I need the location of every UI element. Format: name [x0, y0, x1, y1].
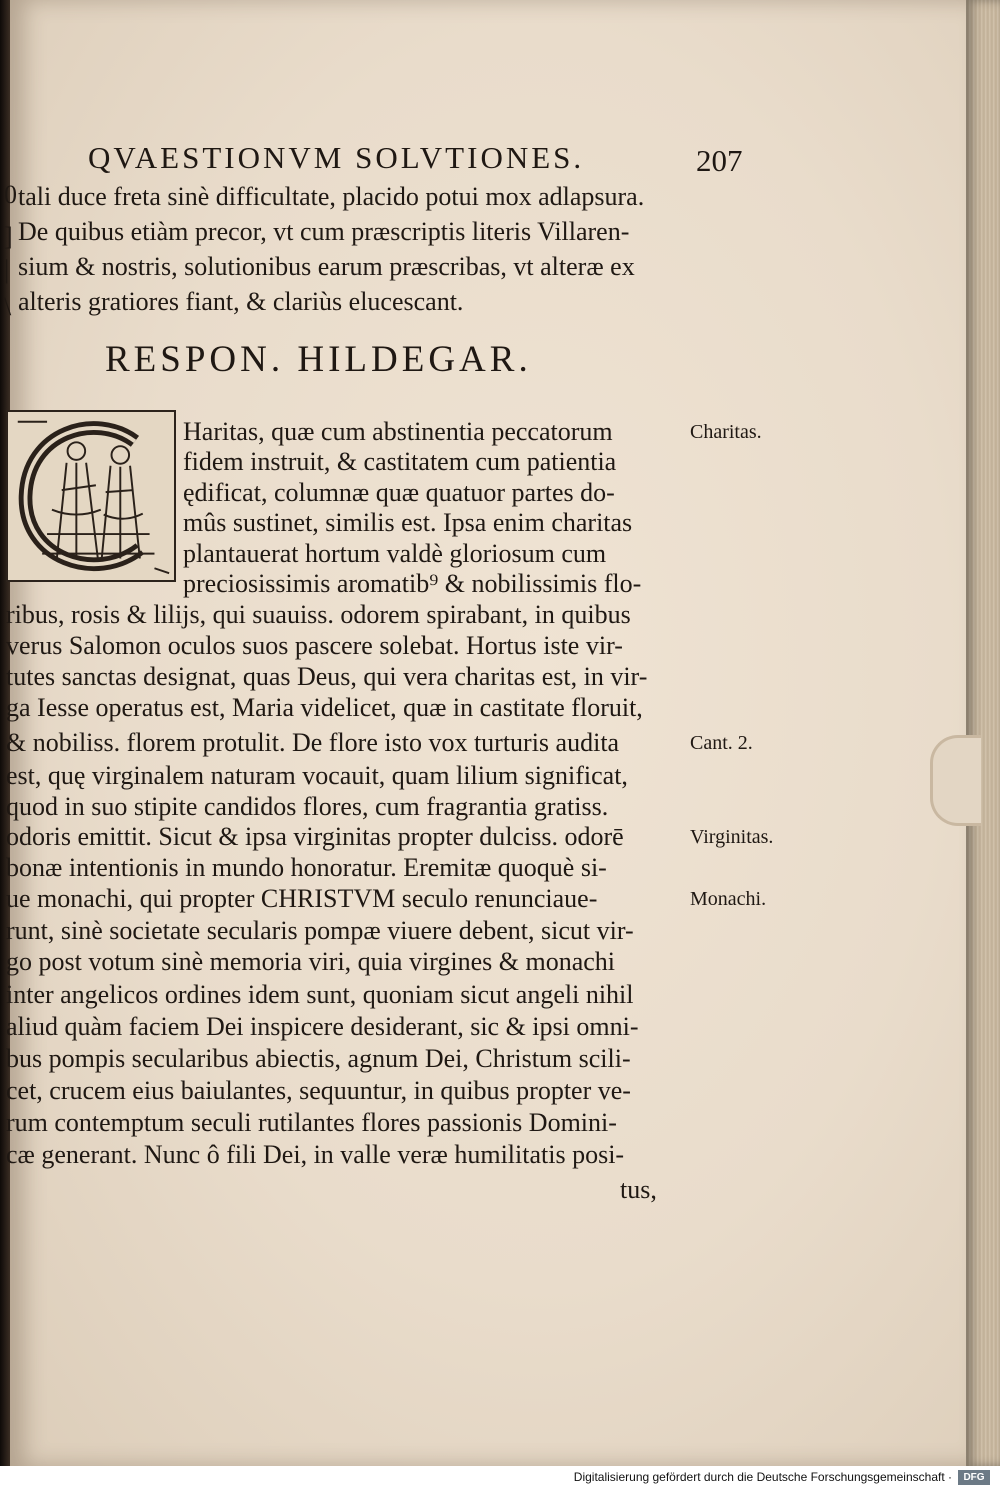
body-line: runt, sinè societate secularis pompæ viuere debent, sicut vir-	[6, 916, 634, 945]
margin-note: Monachi.	[690, 888, 767, 910]
initial-line: ędificat, columnæ quæ quatuor partes do-	[183, 478, 615, 507]
section-heading: RESPON. HILDEGAR.	[105, 339, 532, 380]
body-line: ribus, rosis & lilijs, qui suauiss. odorem spirabant, in quibus	[6, 600, 631, 629]
body-line: bus pompis secularibus abiectis, agnum Dei, Christum scili-	[6, 1044, 631, 1073]
initial-line: Haritas, quæ cum abstinentia peccatorum	[183, 417, 613, 446]
body-line: bonæ intentionis in mundo honoratur. Eremitæ quoquè si-	[6, 853, 607, 882]
catchword: tus,	[620, 1175, 657, 1204]
edge-fragment: |	[4, 255, 10, 284]
body-line: cæ generant. Nunc ô fili Dei, in valle veræ humilitatis posi-	[6, 1140, 625, 1169]
margin-note: Cant. 2.	[690, 732, 753, 754]
edge-fragment: \	[4, 292, 12, 321]
dfg-logo: DFG	[958, 1470, 990, 1485]
initial-line: plantauerat hortum valdè gloriosum cum	[183, 539, 607, 568]
body-line: ga Iesse operatus est, Maria videlicet, quæ in castitate floruit,	[6, 693, 643, 722]
initial-line: preciosissimis aromatib⁹ & nobilissimis flo-	[183, 569, 642, 598]
body-line: est, quę virginalem naturam vocauit, quam lilium significat,	[6, 761, 628, 790]
body-line: cet, crucem eius baiulantes, sequuntur, in quibus propter ve-	[6, 1076, 631, 1105]
body-line: rum contemptum seculi rutilantes flores passionis Domini-	[6, 1108, 617, 1137]
running-head: QVAESTIONVM SOLVTIONES.	[88, 140, 585, 175]
footer-bar	[0, 1466, 1000, 1490]
margin-note: Charitas.	[690, 421, 762, 443]
body-line: quod in suo stipite candidos flores, cum fragrantia gratiss.	[6, 792, 609, 821]
body-line: & nobiliss. florem protulit. De flore isto vox turturis audita	[6, 728, 620, 757]
margin-note: Virginitas.	[690, 826, 774, 848]
page-number: 207	[696, 143, 743, 178]
body-line: ue monachi, qui propter CHRISTVM seculo renunciaue-	[6, 884, 598, 913]
page-tab-marker	[930, 735, 981, 826]
body-line: go post votum sinè memoria viri, quia virgines & monachi	[6, 947, 615, 976]
woodcut-illustration	[8, 412, 174, 580]
funding-credit: Digitalisierung gefördert durch die Deutsche Forschungsgemeinschaft ·	[573, 1470, 952, 1484]
body-line: odoris emittit. Sicut & ipsa virginitas propter dulciss. odorē	[6, 822, 624, 851]
edge-fragment: 0	[4, 180, 17, 209]
body-line: tutes sanctas designat, quas Deus, qui vera charitas est, in vir-	[6, 662, 648, 691]
body-line: inter angelicos ordines idem sunt, quoniam sicut angeli nihil	[6, 980, 634, 1009]
intro-line: tali duce freta sinè difficultate, placido potui mox adlapsura.	[18, 182, 645, 211]
initial-line: fidem instruit, & castitatem cum patientia	[183, 447, 617, 476]
intro-line: De quibus etiàm precor, vt cum præscriptis literis Villaren-	[18, 217, 630, 246]
edge-fragment: ]	[4, 222, 13, 251]
body-line: aliud quàm faciem Dei inspicere desiderant, sic & ipsi omni-	[6, 1012, 639, 1041]
body-line: verus Salomon oculos suos pascere solebat. Hortus iste vir-	[6, 631, 623, 660]
intro-line: alteris gratiores fiant, & clariùs elucescant.	[18, 287, 464, 316]
page-fore-edge	[966, 0, 1000, 1466]
intro-line: sium & nostris, solutionibus earum præscribas, vt alteræ ex	[18, 252, 635, 281]
decorated-initial-c-woodcut	[6, 410, 176, 582]
initial-line: mûs sustinet, similis est. Ipsa enim charitas	[183, 508, 633, 537]
